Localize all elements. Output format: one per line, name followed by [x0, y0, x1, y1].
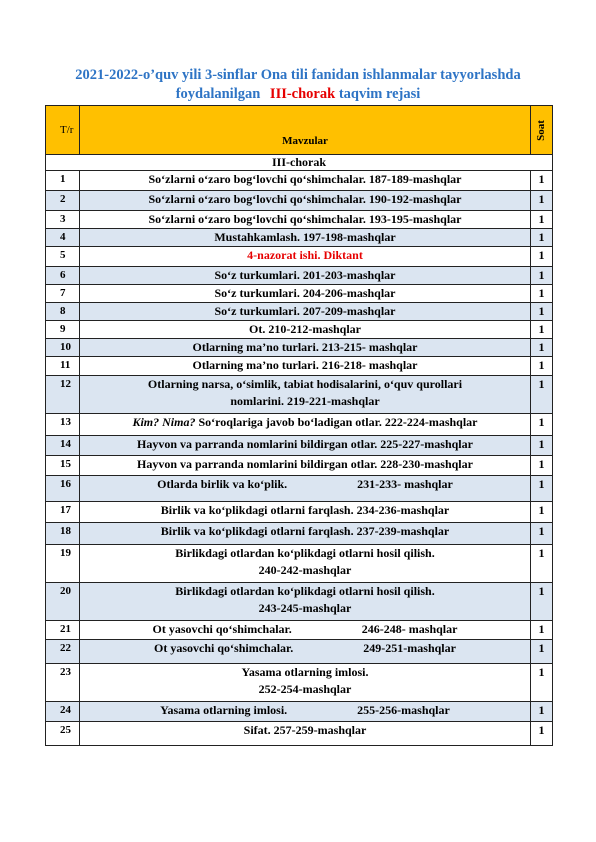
- topic-line-1: Birlikdagi otlardan ko‘plikdagi otlarni hosil qilish.: [175, 584, 435, 598]
- row-number: 18: [46, 523, 80, 545]
- topic-text: Sifat. 257-259-mashqlar: [243, 723, 367, 737]
- row-number: 16: [46, 476, 80, 502]
- topic-exercises: 231-233- mashqlar: [357, 477, 453, 491]
- table-row: [46, 476, 553, 502]
- table-row: [46, 722, 553, 746]
- row-hours: 1: [531, 171, 553, 191]
- row-topic: [80, 640, 531, 664]
- topic-text: So‘z turkumlari. 207-209-mashqlar: [214, 304, 396, 318]
- topic-line-1: Birlikdagi otlardan ko‘plikdagi otlarni hosil qilish.: [175, 546, 435, 560]
- row-hours: 1: [531, 436, 553, 456]
- topic-exercises: 246-248- mashqlar: [361, 622, 458, 636]
- title-line-2: [40, 85, 556, 104]
- row-number: 3: [46, 211, 80, 229]
- header-num: T/r: [46, 106, 80, 155]
- topic-text: Mustahkamlash. 197-198-mashqlar: [214, 230, 396, 244]
- row-topic: [80, 229, 531, 247]
- topic-text: Ot yasovchi qo‘shimchalar.: [152, 622, 292, 636]
- table-row: [46, 414, 553, 436]
- topic-text: So‘z turkumlari. 204-206-mashqlar: [214, 286, 396, 300]
- table-row: [46, 191, 553, 211]
- table-row: [46, 545, 553, 583]
- row-topic: [80, 339, 531, 357]
- row-number: 7: [46, 285, 80, 303]
- row-hours: 1: [531, 267, 553, 285]
- topic-text: So‘zlarni o‘zaro bog‘lovchi qo‘shimchalar. 187-189-mashqlar: [148, 172, 462, 186]
- topic-text: Birlik va ko‘plikdagi otlarni farqlash. 237-239-mashqlar: [160, 524, 450, 538]
- topic-text: Otlarning ma’no turlari. 213-215- mashqlar: [192, 340, 418, 354]
- topic-text: Hayvon va parranda nomlarini bildirgan otlar. 225-227-mashqlar: [137, 437, 473, 451]
- topic-text: Ot. 210-212-mashqlar: [249, 322, 361, 336]
- row-number: 10: [46, 339, 80, 357]
- row-topic: [80, 414, 531, 436]
- row-topic: [80, 523, 531, 545]
- topic-line-1: Otlarning narsa, o‘simlik, tabiat hodisalarini, o‘quv qurollari: [147, 377, 463, 391]
- table-row: [46, 523, 553, 545]
- row-topic: [80, 456, 531, 476]
- table-row: [46, 640, 553, 664]
- row-number: 17: [46, 502, 80, 523]
- row-hours: 1: [531, 722, 553, 746]
- topic-line-2: 243-245-mashqlar: [258, 601, 352, 615]
- calendar-plan-table: [45, 105, 553, 746]
- row-topic: [80, 583, 531, 621]
- title-quarter: III-chorak: [269, 86, 336, 102]
- table-row: [46, 621, 553, 640]
- table-row: [46, 502, 553, 523]
- topic-line-2: 240-242-mashqlar: [258, 563, 352, 577]
- row-hours: 1: [531, 247, 553, 267]
- row-number: 4: [46, 229, 80, 247]
- row-number: 23: [46, 664, 80, 702]
- row-hours: 1: [531, 502, 553, 523]
- topic-line-2: nomlarini. 219-221-mashqlar: [230, 394, 380, 408]
- header-hours-label: Soat: [535, 120, 547, 141]
- table-row: [46, 702, 553, 722]
- topic-text: 4-nazorat ishi. Diktant: [247, 248, 363, 262]
- row-topic: [80, 357, 531, 376]
- table-row: [46, 436, 553, 456]
- topic-line-1: Yasama otlarning imlosi.: [241, 665, 369, 679]
- row-number: 19: [46, 545, 80, 583]
- document-title: [40, 66, 556, 104]
- table-row: [46, 357, 553, 376]
- row-number: 5: [46, 247, 80, 267]
- row-number: 11: [46, 357, 80, 376]
- row-topic: [80, 436, 531, 456]
- row-hours: 1: [531, 664, 553, 702]
- row-number: 15: [46, 456, 80, 476]
- topic-line-2: 252-254-mashqlar: [258, 682, 352, 696]
- topic-exercises: 255-256-mashqlar: [357, 703, 450, 717]
- table-header-row: [46, 106, 553, 155]
- row-number: 6: [46, 267, 80, 285]
- topic-text: Yasama otlarning imlosi.: [160, 703, 288, 717]
- row-hours: 1: [531, 523, 553, 545]
- row-number: 24: [46, 702, 80, 722]
- row-topic: [80, 171, 531, 191]
- table-row: [46, 339, 553, 357]
- row-topic: [80, 321, 531, 339]
- row-topic: [80, 545, 531, 583]
- quarter-row: [46, 155, 553, 171]
- topic-text: So‘z turkumlari. 201-203-mashqlar: [214, 268, 396, 282]
- table-row: [46, 267, 553, 285]
- row-number: 9: [46, 321, 80, 339]
- table-body: [46, 171, 553, 746]
- title-line-1: 2021-2022-o’quv yili 3-sinflar Ona tili fanidan ishlanmalar tayyorlashda: [75, 67, 521, 83]
- row-number: 12: [46, 376, 80, 414]
- row-number: 20: [46, 583, 80, 621]
- row-hours: 1: [531, 583, 553, 621]
- topic-text: So‘zlarni o‘zaro bog‘lovchi qo‘shimchalar. 193-195-mashqlar: [148, 212, 462, 226]
- row-number: 22: [46, 640, 80, 664]
- table-row: [46, 211, 553, 229]
- topic-exercises: 249-251-mashqlar: [363, 641, 456, 655]
- row-hours: 1: [531, 640, 553, 664]
- topic-question: Kim? Nima?: [132, 415, 196, 429]
- row-topic: [80, 211, 531, 229]
- table-row: [46, 376, 553, 414]
- row-hours: 1: [531, 321, 553, 339]
- row-hours: 1: [531, 476, 553, 502]
- row-topic: [80, 303, 531, 321]
- table-row: [46, 456, 553, 476]
- row-number: 8: [46, 303, 80, 321]
- row-number: 14: [46, 436, 80, 456]
- table-row: [46, 303, 553, 321]
- table-row: [46, 171, 553, 191]
- header-topic: Mavzular: [80, 106, 531, 155]
- row-hours: 1: [531, 285, 553, 303]
- row-number: 21: [46, 621, 80, 640]
- topic-text: Hayvon va parranda nomlarini bildirgan otlar. 228-230-mashqlar: [137, 457, 473, 471]
- row-hours: 1: [531, 414, 553, 436]
- row-number: 13: [46, 414, 80, 436]
- row-topic: [80, 621, 531, 640]
- row-hours: 1: [531, 545, 553, 583]
- row-topic: [80, 664, 531, 702]
- topic-text: So‘roqlariga javob bo‘ladigan otlar. 222-224-mashqlar: [198, 415, 478, 429]
- table-row: [46, 664, 553, 702]
- row-hours: 1: [531, 211, 553, 229]
- row-number: 25: [46, 722, 80, 746]
- row-hours: 1: [531, 702, 553, 722]
- title-line-2-start: foydalanilgan: [175, 86, 261, 102]
- row-topic: [80, 476, 531, 502]
- topic-text: Ot yasovchi qo‘shimchalar.: [154, 641, 294, 655]
- row-topic: [80, 702, 531, 722]
- row-number: 1: [46, 171, 80, 191]
- row-topic: [80, 722, 531, 746]
- row-hours: 1: [531, 303, 553, 321]
- topic-text: Otlarning ma’no turlari. 216-218- mashqlar: [192, 358, 418, 372]
- row-hours: 1: [531, 456, 553, 476]
- row-hours: 1: [531, 339, 553, 357]
- header-hours: [531, 106, 553, 155]
- topic-text: Otlarda birlik va ko‘plik.: [157, 477, 288, 491]
- row-topic: [80, 191, 531, 211]
- row-hours: 1: [531, 621, 553, 640]
- table-row: [46, 321, 553, 339]
- row-hours: 1: [531, 191, 553, 211]
- row-hours: 1: [531, 376, 553, 414]
- table-row: [46, 285, 553, 303]
- row-topic: [80, 267, 531, 285]
- row-hours: 1: [531, 229, 553, 247]
- table-row: [46, 229, 553, 247]
- topic-text: Birlik va ko‘plikdagi otlarni farqlash. 234-236-mashqlar: [160, 503, 450, 517]
- quarter-label: III-chorak: [46, 155, 553, 171]
- row-topic: [80, 376, 531, 414]
- row-number: 2: [46, 191, 80, 211]
- row-topic: [80, 502, 531, 523]
- row-topic: [80, 247, 531, 267]
- table-row: [46, 583, 553, 621]
- title-line-2-end: taqvim rejasi: [338, 86, 421, 102]
- row-topic: [80, 285, 531, 303]
- row-hours: 1: [531, 357, 553, 376]
- table-row: [46, 247, 553, 267]
- topic-text: So‘zlarni o‘zaro bog‘lovchi qo‘shimchalar. 190-192-mashqlar: [148, 192, 462, 206]
